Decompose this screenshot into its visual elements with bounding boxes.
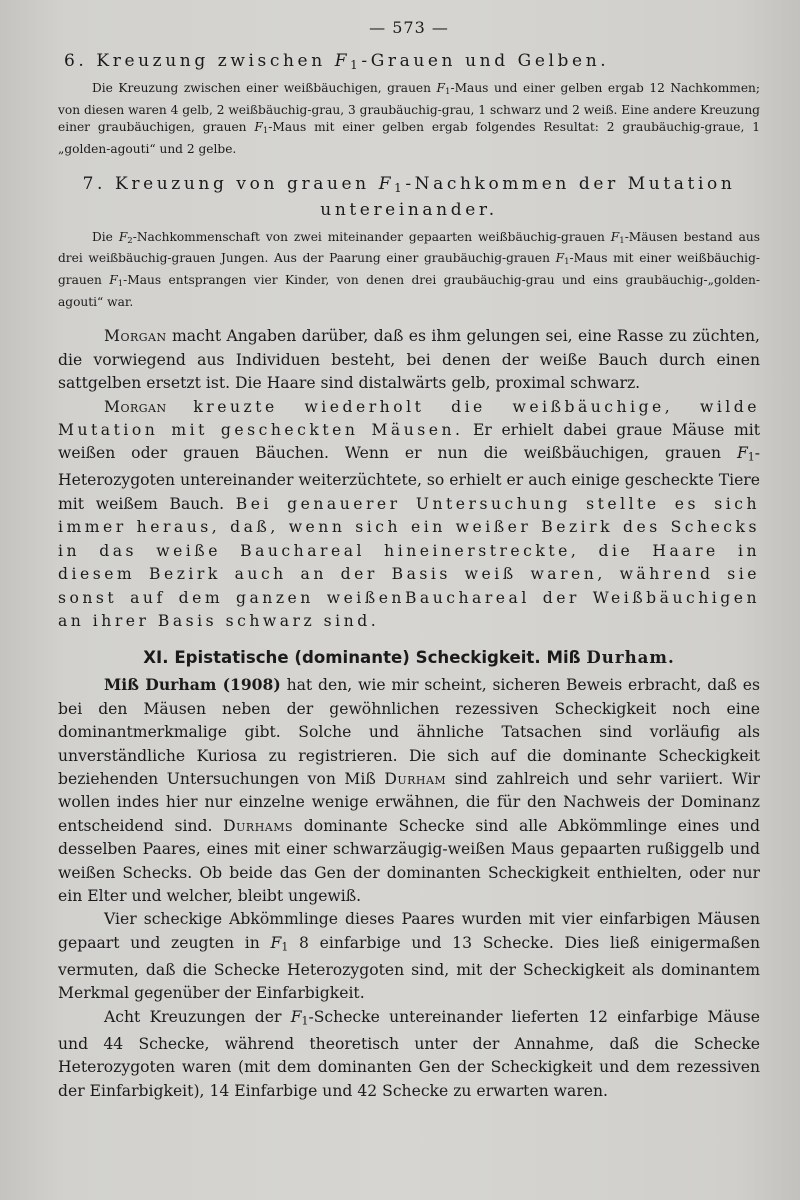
durham-paragraph-2: Vier scheckige Abkömmlinge dieses Paares wurden mit vier einfarbigen Mäusen gepaart und zeugten in $F_1$ 8 einfarbige und 13 Schecke. Dies ließ einigermaßen vermuten, daß die Schecke Heterozygoten sind, mit der Scheckigkeit als dominantem Merkmal gegenüber der Einfarbigkeit. bbox=[58, 910, 760, 1003]
durham-paragraph-3: Acht Kreuzungen der $F_1$-Schecke untereinander lieferten 12 einfarbige Mäuse und 44 Schecke, während theoretisch unter der Annahme, daß die Schecke Heterozygoten waren (mit dem dominanten Gen der Scheckigkeit und dem rezessiven der Einfarbigkeit), 14 Einfarbige und 42 Schecke zu erwarten waren. bbox=[58, 1007, 760, 1100]
page-number: — 573 — bbox=[369, 18, 449, 37]
section-6-title bbox=[58, 51, 760, 72]
section-7-paragraph: Die $F_2$-Nachkommenschaft von zwei miteinander gepaarten weißbäuchig-grauen $F_1$-Mäusen bestand aus drei weißbäuchig-grauen Jungen. Aus der Paarung einer graubäuchig-grauen $F_1$-Maus mit einer weißbäuchig-grauen $F_1$-Maus entsprangen vier Kinder, von denen drei graubäuchig-grau und eins graubäuchig-„golden-agouti“ war. bbox=[58, 229, 761, 309]
section-6-paragraph: Die Kreuzung zwischen einer weißbäuchigen, grauen $F_1$-Maus und einer gelben ergab 12 Nachkommen; von diesen waren 4 gelb, 2 weißbäuchig-grau, 3 graubäuchig-grau, 1 schwarz und 2 weiß. Eine andere Kreuzung einer graubäuchigen, grauen $F_1$-Maus mit einer gelben ergab folgendes Resultat: 2 graubäuchig-graue, 1 „golden-agouti“ und 2 gelbe. bbox=[58, 80, 761, 156]
author-name: Morgan bbox=[104, 397, 167, 416]
f-symbol: F bbox=[334, 51, 351, 71]
title-text: 6. Kreuzung zwischen bbox=[64, 51, 335, 71]
title-text: -Grauen und Gelben. bbox=[361, 51, 610, 71]
author-name: Morgan bbox=[104, 327, 167, 346]
morgan-paragraphs bbox=[58, 325, 760, 633]
morgan-paragraph-1: Morgan macht Angaben darüber, daß es ihm gelungen sei, eine Rasse zu züchten, die vorwiegend aus Individuen besteht, bei denen der weiße Bauch durch einen sattgelben ersetzt ist. Die Haare sind distalwärts gelb, proximal schwarz. bbox=[58, 327, 760, 393]
section-7-title: 7. Kreuzung von grauen $F_1$-Nachkommen der Mutation untereinander. bbox=[82, 173, 736, 220]
morgan-paragraph-2: Morgan kreuzte wiederholt die weißbäuchige, wilde Mutation mit gescheckten Mäusen. Er erhielt dabei graue Mäuse mit weißen oder grauen Bäuchen. Wenn er nun die weißbäuchigen, grauen $F_1$-Heterozygoten untereinander weiterzüchtete, so erhielt er auch einige gescheckte Tiere mit weißem Bauch. Bei genauerer Untersuchung stellte es sich immer heraus, daß, wenn sich ein weißer Bezirk des Schecks in das weiße Bauchareal hineinerstreckte, die Haare in diesem Bezirk auch an der Basis weiß waren, während sie sonst auf dem ganzen weißenBauchareal der Weißbäuchigen an ihrer Basis schwarz sind. bbox=[58, 397, 761, 630]
section-11-body bbox=[58, 673, 760, 1103]
f-subscript: 1 bbox=[350, 57, 362, 72]
durham-paragraph-1: Miß Durham (1908) hat den, wie mir scheint, sicheren Beweis erbracht, daß es bei den Mäusen neben der gewöhnlichen rezessiven Scheckigkeit noch eine dominantmerkmalige gibt. Solche und ähnliche Tatsachen sind vorläufig als unverständliche Kuriosa zu registrieren. Die sich auf die dominante Scheckigkeit beziehenden Untersuchungen von Miß Durham sind zahlreich und sehr variiert. Wir wollen indes hier nur einzelne wenige erwähnen, die für den Nachweis der Dominanz entscheidend sind. Durhams dominante Schecke sind alle Abkömmlinge eines und desselben Paares, eines mit einer schwarzäugig-weißen Maus gepaarten rußiggelb und weißen Schecks. Ob beide das Gen der dominanten Scheckigkeit enthielten, oder nur ein Elter und welcher, bleibt ungewiß. bbox=[58, 675, 760, 905]
section-11-heading: XI. Epistatische (dominante) Scheckigkeit. Miß Durham. bbox=[143, 647, 675, 668]
